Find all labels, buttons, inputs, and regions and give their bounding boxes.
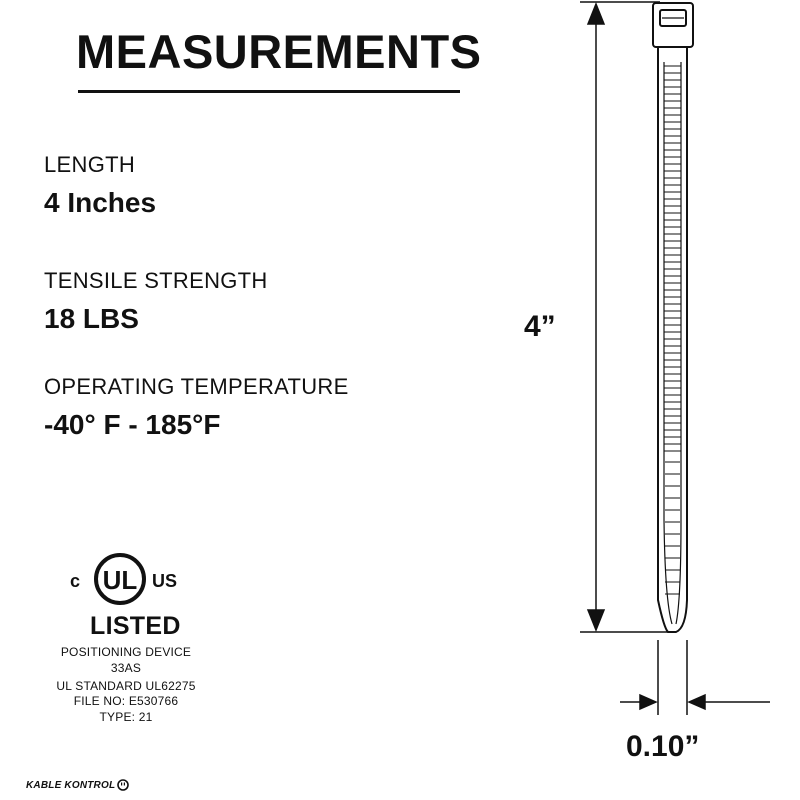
length-dimension-line <box>580 2 668 632</box>
operating-temperature-value: -40° F - 185°F <box>44 409 221 440</box>
title-underline <box>78 90 460 93</box>
cable-tie-head <box>653 3 693 47</box>
page-title: MEASUREMENTS <box>76 25 482 78</box>
ul-logo-c: c <box>70 571 81 591</box>
ul-listed-text: LISTED <box>90 612 181 640</box>
length-dimension-label: 4” <box>524 310 556 343</box>
brand-name: KABLE KONTROL <box>26 779 116 791</box>
length-value: 4 Inches <box>44 187 157 218</box>
brand-logo <box>26 775 129 795</box>
length-label: LENGTH <box>44 152 136 177</box>
operating-temperature-label: OPERATING TEMPERATURE <box>44 374 349 399</box>
ul-model: 33AS <box>110 661 142 675</box>
width-dimension-label: 0.10” <box>626 730 700 763</box>
tensile-strength-label: TENSILE STRENGTH <box>44 268 268 293</box>
ul-type: TYPE: 21 <box>99 710 153 724</box>
ul-logo-us: US <box>152 571 178 591</box>
cable-tie-drawing <box>560 0 800 800</box>
ul-logo-mark: UL <box>102 565 138 595</box>
width-dimension-line <box>620 640 770 715</box>
ul-positioning-device: POSITIONING DEVICE <box>60 645 192 659</box>
tensile-strength-value: 18 LBS <box>44 303 139 334</box>
brand-plug-icon <box>117 779 129 791</box>
ul-standard: UL STANDARD UL62275 <box>56 679 196 693</box>
ul-listed-logo <box>62 545 192 617</box>
ul-file-number: FILE NO: E530766 <box>73 694 179 708</box>
